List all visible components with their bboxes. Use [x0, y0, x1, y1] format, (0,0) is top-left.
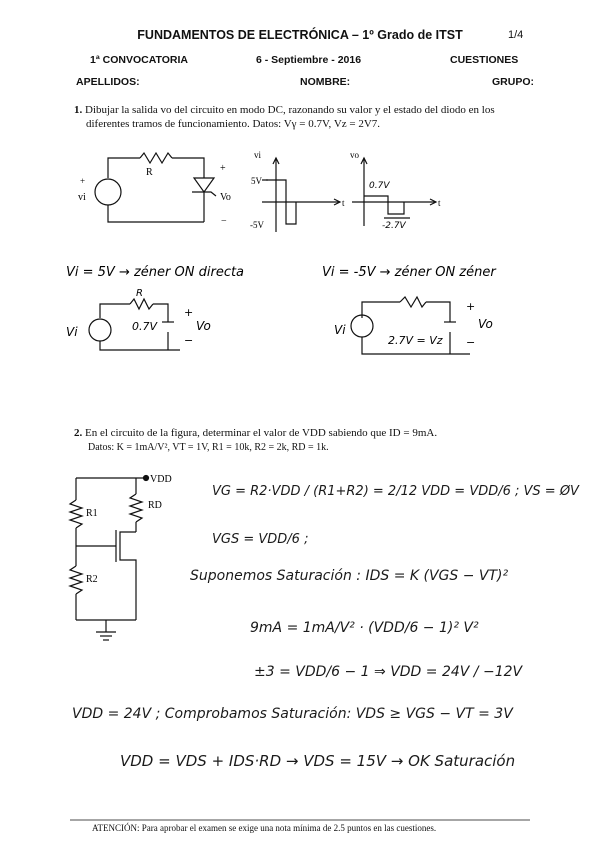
footer-note: ATENCIÓN: Para aprobar el examen se exige una nota mínima de 2.5 puntos en las cuestiones. — [92, 823, 437, 833]
sketch-b-plus: + — [466, 300, 476, 313]
q2-circuit — [70, 476, 149, 641]
rd-label: RD — [148, 500, 162, 511]
work-line-4: 9mA = 1mA/V² · (VDD/6 − 1)² V² — [250, 620, 479, 636]
vdd-label: VDD — [150, 474, 172, 485]
exam-date: 6 - Septiembre - 2016 — [256, 54, 362, 66]
output-plus: + — [220, 163, 226, 174]
sketch-b-vi: Vi — [334, 323, 346, 337]
resistor-r2-symbol — [70, 566, 82, 594]
page-number: 1/4 — [508, 29, 524, 41]
sketch-b-vo: Vo — [478, 317, 493, 331]
vi-graph — [262, 158, 340, 232]
question-2 — [74, 426, 544, 455]
sketch-a-r: R — [136, 288, 143, 299]
resistor-r1-symbol — [70, 500, 82, 528]
work-line-1: VG = R2·VDD / (R1+R2) = 2/12 VDD = VDD/6 ; VS = ØV — [212, 484, 579, 499]
vi-high-label: 5V — [251, 176, 262, 186]
r2-label: R2 — [86, 574, 98, 585]
r1-label: R1 — [86, 508, 98, 519]
work-line-3: Suponemos Saturación : IDS = K (VGS − VT)² — [190, 568, 509, 584]
work-line-2: VGS = VDD/6 ; — [212, 532, 309, 547]
question-1-number: 1. — [74, 104, 83, 116]
vo-output-label: Vo — [220, 192, 231, 203]
apellidos-label: APELLIDOS: — [76, 76, 140, 88]
zener-diode-symbol — [194, 178, 214, 192]
answer-b: Vi = -5V → zéner ON zéner — [322, 265, 496, 280]
section-label: CUESTIONES — [450, 54, 519, 66]
sketch-b-drop: 2.7V = Vz — [388, 334, 443, 347]
r-label: R — [146, 167, 153, 178]
vo-t-label: t — [438, 198, 441, 208]
page-title: FUNDAMENTOS DE ELECTRÓNICA – 1º Grado de ITST — [137, 28, 463, 42]
vo-axis-label: vo — [350, 150, 359, 160]
voltage-source-symbol — [95, 179, 121, 205]
q1-circuit — [95, 153, 216, 222]
vi-low-label: -5V — [250, 220, 264, 230]
question-2-line-1: En el circuito de la figura, determinar el valor de VDD sabiendo que ID = 9mA. — [85, 427, 438, 439]
work-line-7: VDD = VDS + IDS·RD → VDS = 15V → OK Saturación — [120, 752, 516, 770]
vo-low-label: -2.7V — [382, 221, 406, 231]
vi-source-label: vi — [78, 192, 86, 203]
sketch-a-minus: − — [184, 334, 194, 347]
sketch-a-vi: Vi — [66, 325, 78, 339]
sketch-b-minus: − — [466, 336, 476, 349]
resistor-rd-symbol — [130, 494, 142, 522]
sketch-a-drop: 0.7V — [132, 320, 158, 333]
grupo-label: GRUPO: — [492, 76, 534, 88]
resistor-r-symbol — [140, 153, 172, 163]
question-2-number: 2. — [74, 427, 83, 439]
work-line-5: ±3 = VDD/6 − 1 ⇒ VDD = 24V / −12V — [254, 664, 523, 680]
vo-high-label: 0.7V — [369, 181, 390, 191]
question-1-line-1: Dibujar la salida vo del circuito en modo DC, razonando su valor y el estado del diodo en los — [85, 104, 495, 116]
question-2-line-2: Datos: K = 1mA/V², VT = 1V, R1 = 10k, R2 = 2k, RD = 1k. — [88, 442, 329, 453]
sketch-a-vo: Vo — [196, 319, 211, 333]
convocatoria-label: 1ª CONVOCATORIA — [90, 54, 189, 66]
sketch-a-plus: + — [184, 306, 194, 319]
vdd-terminal — [144, 476, 149, 481]
work-line-6: VDD = 24V ; Comprobamos Saturación: VDS ≥ VGS − VT = 3V — [72, 706, 513, 722]
answer-a: Vi = 5V → zéner ON directa — [66, 265, 245, 280]
vo-graph — [352, 158, 436, 226]
source-plus: + — [80, 176, 86, 186]
vi-t-label: t — [342, 198, 345, 208]
nombre-label: NOMBRE: — [300, 76, 351, 88]
question-1-line-2: diferentes tramos de funcionamiento. Datos: Vγ = 0.7V, Vz = 2V7. — [86, 118, 381, 130]
output-minus: − — [221, 216, 227, 227]
vi-axis-label: vi — [254, 150, 262, 160]
